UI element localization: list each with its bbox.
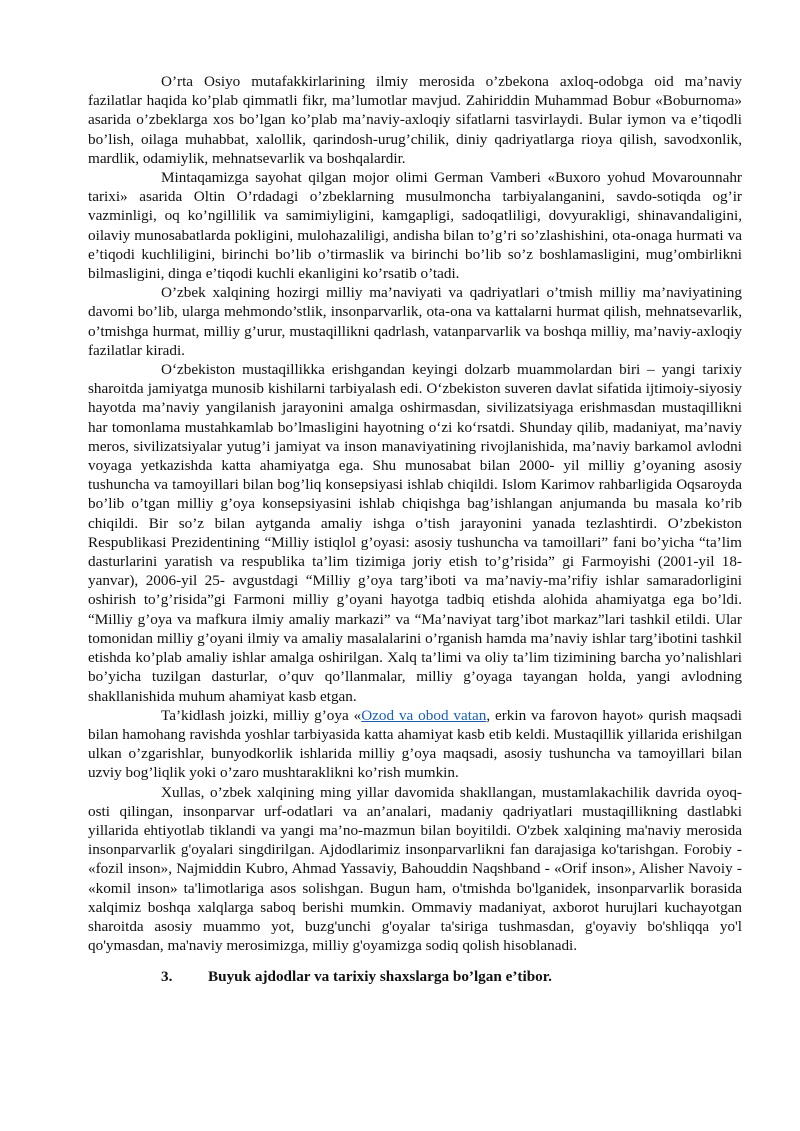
document-page [88,72,742,987]
ozod-va-obod-vatan-link[interactable]: Ozod va obod vatan [361,706,487,724]
paragraph: O’rta Osiyo mutafakkirlarining ilmiy merosida o’zbekona axloq-odobga oid ma’naviy fazilatlar haqida ko’plab qimmatli fikr, ma’lumotlar mavjud. Zahiriddin Muhammad Bobur «Boburnoma» asarida o’zbeklarga xos bo’lgan ko’plab ma’naviy-axloqiy sifatlarni tasvirlaydi. Bular iymon va e’tiqodli bo’lish, oilaga muhabbat, xalollik, qarindosh-urug’chilik, diniy qadriyatlarga rioya qilish, savodxonlik, mardlik, odamiylik, mehnatsevarlik va boshqalardir. [88,73,742,167]
paragraph: O‘zbekiston mustaqillikka erishgandan keyingi dolzarb muammolardan biri – yangi tarixiy sharoitda jamiyatga munosib kishilarni tarbiyalash edi. O‘zbekiston suveren davlat sifatida ijtimoiy-siyosiy hayotda ma’naviy yangilanish jarayonini amalga oshirmasdan, sivilizatsiyaga erishmasdan mustaqillikni har tomonlama mustahkamlab bo’lmasligini hayotning o‘zi ko‘rsatdi. Shunday qilib, madaniyat, ma’naviy meros, sivilizatsiyalar yutug’i jamiyat va inson manaviyatining rivojlanishida, ma’naviy barkamol avlodni voyaga yetkazishda katta ahamiyatga ega. Shu munosabat bilan 2000- yil milliy g’oyaning asosiy tushuncha va tamoyillari bilan bog’liq konsepsiyasi ishlab chiqildi. Islom Karimov rahbarligida Oqsaroyda bo’lib o’tgan milliy g’oya konsepsiyasini ishlab chiqishga bag’ishlangan anjumanda bu masala ko’rib chiqildi. Bir so’z bilan aytganda amaliy ishga o’tish jarayonini yanada tezlashtirdi. O’zbekiston Respublikasi Prezidentining “Milliy istiqlol g’oyasi: asosiy tushuncha va tamoillari” fani bo’yicha “ta’lim dasturlarini yaratish va respublika ta’lim tizimiga joriy etish to’g’risida” gi Farmoyishi (2001-yil 18-yanvar), 2006-yil 25- avgustdagi “Milliy g’oya targ’iboti va ma’naviy-ma’rifiy ishlar samaradorligini oshirish to’g’risida”gi Farmoni milliy g’oyani hayotga tadbiq etishda alohida ahamiyatga ega bo’ldi. “Milliy g’oya va mafkura ilmiy amaliy markazi” va “Ma’naviyat targ’ibot markaz”lari tashkil etildi. Ular tomonidan milliy g’oyani ilmiy va amaliy masalalarini o’rganish hamda ma’naviy ishlar targ’ibotini tashkil etishda ko’plab amaliy ishlar amalga oshirilgan. Xalq ta’limi va oliy ta’lim tizimining barcha yo’nalishlari bo’yicha tuzilgan dasturlar, o’quv qo’llanmalar, milliy g’oyaga tayangan holda, yangi avlodning shakllanishida muhum ahamiyat kasb etgan. [88,361,742,705]
section-number: 3. [161,968,173,986]
section-title: Buyuk ajdodlar va tarixiy shaxslarga bo’lgan e’tibor. [208,968,552,986]
paragraph: Xullas, o’zbek xalqining ming yillar davomida shakllangan, mustamlakachilik davrida oyoq-osti qilingan, insonparvar urf-odatlari va an’analari, madaniy qadriyatlari mustaqillikning dastlabki yillarida ehtiyotlab tiklandi va yangi ma’no-mazmun bilan boyitildi. O'zbek xalqining ma'naviy merosida insonparvarlik g'oyalari singdirilgan. Ajdodlarimiz insonparvarlikni fan darajasiga ko'tarishgan. Forobiy - «fozil inson», Najmiddin Kubro, Ahmad Yassaviy, Bahouddin Naqshband - «Orif inson», Alisher Navoiy - «komil inson» ta'limotlariga asos solishgan. Bugun ham, o'tmishda bo'lganidek, insonparvarlik borasida xalqimiz boshqa xalqlarga saboq berishi mumkin. Ommaviy madaniyat, axborot hurujlari kuchayotgan sharoitda asosiy muammo yot, buzg'unchi g'oyalar ta'siriga tushmasdan, g'oyaviy bo'shliqqa yo'l qo'ymasdan, ma'naviy merosimizga, milliy g'oyamizga sodiq qolish hisoblanadi. [88,783,742,955]
section-heading [161,967,742,986]
paragraph-text: Ta’kidlash joizki, milliy g’oya « [161,706,362,724]
paragraph: O’zbek xalqining hozirgi milliy ma’naviyati va qadriyatlari o’tmish milliy ma’naviyatining davomi bo’lib, ularga mehmondo’stlik, insonparvarlik, ota-ona va kattalarni hurmat qilish, mehnatsevarlik, o’tmishga hurmat, milliy g’urur, mustaqillikni qadrlash, vatanparvarlik va boshqa milliy, ma’naviy-axloqiy fazilatlar kiradi. [88,284,742,359]
paragraph [88,706,742,783]
paragraph-text: , erkin va farovon hayot» qurish maqsadi bilan hamohang ravishda yoshlar tarbiyasida katta ahamiyat kasb etib keldi. Mustaqillik yillarida erishilgan ulkan o’zgarishlar, bunyodkorlik ishlarida milliy g’oya maqsadi, asosiy tushuncha va tamoyillari bilan uzviy bog’liqlik yoki o’zaro mushtaraklikni ko’rish mumkin. [88,706,742,782]
paragraph: Mintaqamizga sayohat qilgan mojor olimi German Vamberi «Buxoro yohud Movarounnahr tarixi» asarida Oltin O’rdadagi o’zbeklarning musulmoncha tarbiyalanganini, savdo-sotiqda og’ir vazminligi, oq ko’ngillilik va samimiyligini, kamgapligi, sadoqatliligi, dovyurakligi, shinavandaligini, oilaviy munosabatlarda pokligini, mulohazaliligi, andisha bilan to’g’ri so’zlashishini, ota-onaga hurmati va e’tiqodi kuchliligini, birinchi bo’lib o’tirmaslik va birinchi bo’lib so’z boshlamasligini, mug’ombirlikni bilmasligini, dinga e’tiqodi kuchli ekanligini ko’rsatib o’tadi. [88,169,742,283]
